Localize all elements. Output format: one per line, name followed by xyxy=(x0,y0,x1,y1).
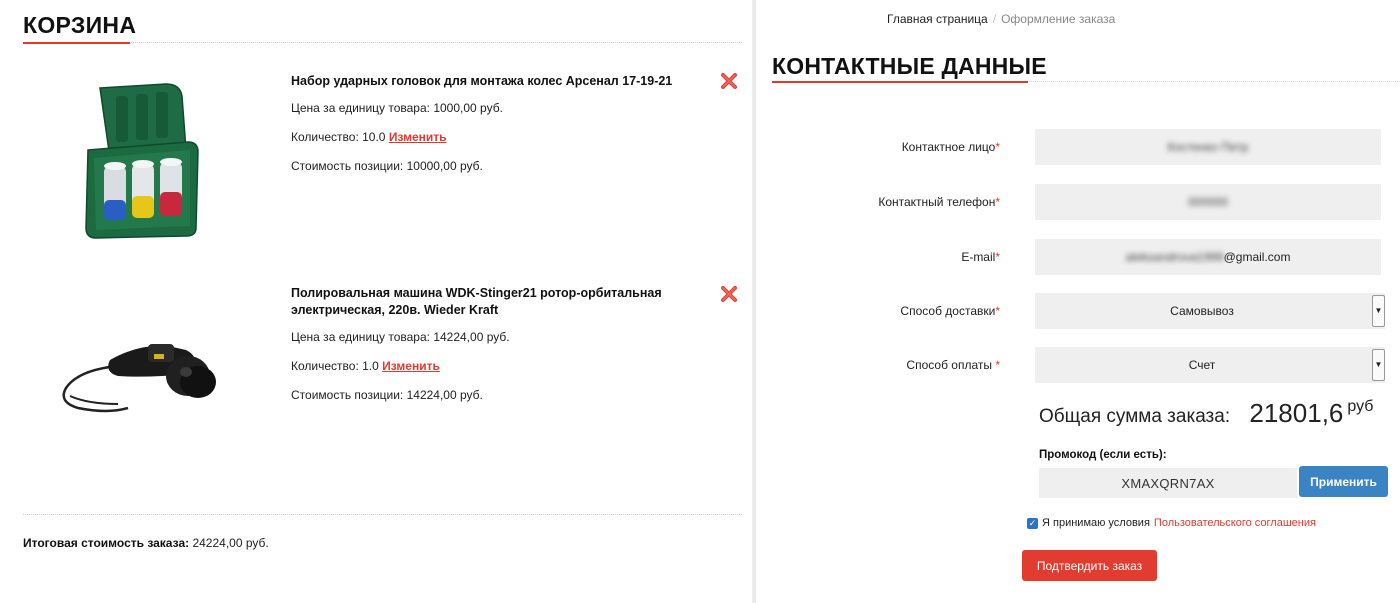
product-name[interactable]: Набор ударных головок для монтажа колес Арсенал 17-19-21 xyxy=(291,74,673,88)
delivery-method-row xyxy=(756,293,1400,329)
user-agreement-link[interactable]: Пользовательского соглашения xyxy=(1153,517,1316,529)
order-total-label: Итоговая стоимость заказа: xyxy=(23,536,190,550)
contact-person-row xyxy=(756,129,1400,165)
terms-text: Я принимаю условия xyxy=(1042,517,1150,529)
chevron-down-icon[interactable]: ▼ xyxy=(1372,349,1385,381)
payment-method-label: Способ оплаты * xyxy=(906,358,1000,372)
order-sum-currency: руб xyxy=(1347,398,1374,415)
contact-phone-input[interactable]: 000000 xyxy=(1035,184,1381,220)
quantity-line xyxy=(291,130,711,145)
email-label: E-mail* xyxy=(961,250,1000,264)
change-quantity-link[interactable]: Изменить xyxy=(388,130,447,144)
contact-person-input[interactable]: Костенко Петр xyxy=(1035,129,1381,165)
terms-agreement xyxy=(1027,517,1316,529)
confirm-order-button[interactable]: Подтвердить заказ xyxy=(1022,550,1157,581)
contact-phone-row xyxy=(756,184,1400,220)
email-row xyxy=(756,239,1400,275)
polisher-machine-icon xyxy=(48,304,248,464)
socket-set-case-icon xyxy=(48,80,248,240)
cart-total-divider xyxy=(23,514,742,515)
email-input[interactable]: aleksandrova1999@gmail.com xyxy=(1035,239,1381,275)
promo-code-input[interactable] xyxy=(1039,468,1297,498)
change-quantity-link[interactable]: Изменить xyxy=(382,359,440,373)
cart-item-info xyxy=(291,285,711,403)
quantity-value: Количество: 1.0 xyxy=(291,359,379,373)
cart-title: КОРЗИНА xyxy=(23,12,137,38)
apply-promo-button[interactable]: Применить xyxy=(1299,466,1388,497)
cart-item-info xyxy=(291,73,711,174)
breadcrumb-home-link[interactable]: Главная страница xyxy=(887,12,988,26)
contact-title: КОНТАКТНЫЕ ДАННЫЕ xyxy=(772,53,1047,79)
payment-method-select[interactable] xyxy=(1035,347,1385,383)
payment-method-value: Счет xyxy=(1188,358,1216,372)
contact-phone-label: Контактный телефон* xyxy=(878,195,1000,209)
position-cost: Стоимость позиции: 14224,00 руб. xyxy=(291,388,483,402)
quantity-line xyxy=(291,359,711,374)
unit-price: Цена за единицу товара: 14224,00 руб. xyxy=(291,330,510,344)
cart-title-divider xyxy=(23,42,742,43)
cart-item xyxy=(23,70,742,250)
promo-code-label: Промокод (если есть): xyxy=(1039,449,1167,461)
product-name[interactable]: Полировальная машина WDK-Stinger21 ротор-орбитальная электрическая, 220в. Wieder Kraft xyxy=(291,286,662,317)
contact-person-label: Контактное лицо* xyxy=(901,140,1000,154)
order-total-value: 24224,00 руб. xyxy=(192,536,269,550)
delivery-method-select[interactable] xyxy=(1035,293,1385,329)
delivery-method-value: Самовывоз xyxy=(1170,304,1234,318)
order-sum-label: Общая сумма заказа: xyxy=(1039,406,1231,427)
contact-title-underline xyxy=(772,81,1028,83)
contact-panel xyxy=(756,0,1400,603)
position-cost: Стоимость позиции: 10000,00 руб. xyxy=(291,159,483,173)
quantity-value: Количество: 10.0 xyxy=(291,130,386,144)
remove-item-icon[interactable] xyxy=(720,285,738,303)
breadcrumb-current: Оформление заказа xyxy=(1001,12,1116,26)
chevron-down-icon[interactable]: ▼ xyxy=(1372,295,1385,327)
remove-item-icon[interactable] xyxy=(720,72,738,90)
order-total xyxy=(23,536,269,550)
payment-method-row xyxy=(756,347,1400,383)
order-sum xyxy=(1039,398,1373,429)
breadcrumb xyxy=(887,12,1115,26)
order-sum-value: 21801,6 xyxy=(1249,398,1344,428)
cart-title-underline xyxy=(23,42,130,44)
cart-item xyxy=(23,284,742,464)
unit-price: Цена за единицу товара: 1000,00 руб. xyxy=(291,101,503,115)
delivery-method-label: Способ доставки* xyxy=(900,304,1000,318)
terms-checkbox[interactable]: ✓ xyxy=(1028,517,1037,528)
breadcrumb-separator: / xyxy=(992,12,997,26)
